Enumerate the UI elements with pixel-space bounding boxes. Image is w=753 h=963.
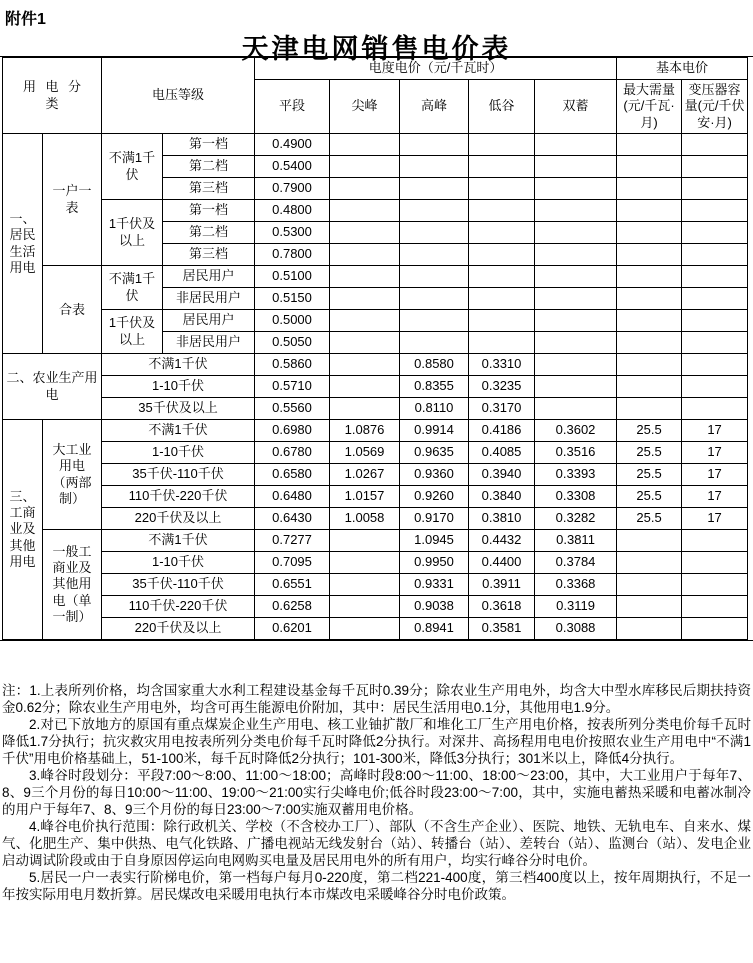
price-cell-dual: 0.3602 xyxy=(535,420,617,442)
empty-cell xyxy=(330,530,400,552)
col-header-voltage-level: 电压等级 xyxy=(102,58,255,134)
empty-cell xyxy=(469,288,535,310)
col-header-peak: 高峰 xyxy=(400,80,469,134)
table-row xyxy=(3,200,748,222)
empty-cell xyxy=(617,244,682,266)
tier-cell: 第三档 xyxy=(163,244,255,266)
price-cell-flat: 0.5100 xyxy=(255,266,330,288)
subsection-label: 一般工商业及其他用电（单一制） xyxy=(52,543,92,624)
price-cell-peak: 0.8941 xyxy=(400,618,469,640)
table-row xyxy=(3,398,748,420)
price-cell-valley: 0.4432 xyxy=(469,530,535,552)
table-row xyxy=(3,354,748,376)
price-cell-flat: 0.7900 xyxy=(255,178,330,200)
price-cell-demand: 25.5 xyxy=(617,442,682,464)
empty-cell xyxy=(617,222,682,244)
empty-cell xyxy=(400,310,469,332)
price-cell-dual: 0.3368 xyxy=(535,574,617,596)
empty-cell xyxy=(617,156,682,178)
empty-cell xyxy=(617,398,682,420)
empty-cell xyxy=(469,200,535,222)
empty-cell xyxy=(535,354,617,376)
price-cell-flat: 0.6551 xyxy=(255,574,330,596)
table-row xyxy=(3,134,748,156)
empty-cell xyxy=(469,332,535,354)
col-header-dual-storage: 双蓄 xyxy=(535,80,617,134)
user-type-cell: 居民用户 xyxy=(163,310,255,332)
price-cell-flat: 0.7277 xyxy=(255,530,330,552)
empty-cell xyxy=(330,398,400,420)
price-cell-flat: 0.7095 xyxy=(255,552,330,574)
empty-cell xyxy=(400,134,469,156)
price-cell-demand: 25.5 xyxy=(617,508,682,530)
empty-cell xyxy=(400,288,469,310)
price-cell-dual: 0.3516 xyxy=(535,442,617,464)
table-bottom-rule xyxy=(0,640,753,641)
empty-cell xyxy=(469,156,535,178)
empty-cell xyxy=(330,354,400,376)
price-cell-flat: 0.5150 xyxy=(255,288,330,310)
meter-cell xyxy=(43,134,102,266)
empty-cell xyxy=(617,530,682,552)
empty-cell xyxy=(330,178,400,200)
col-header-valley: 低谷 xyxy=(469,80,535,134)
price-cell-flat: 0.5860 xyxy=(255,354,330,376)
price-cell-peak: 0.9170 xyxy=(400,508,469,530)
voltage-cell: 35千伏及以上 xyxy=(102,398,255,420)
price-cell-flat: 0.6201 xyxy=(255,618,330,640)
empty-cell xyxy=(469,222,535,244)
tier-cell: 第一档 xyxy=(163,200,255,222)
table-row xyxy=(3,618,748,640)
table-row xyxy=(3,574,748,596)
price-cell-demand: 25.5 xyxy=(617,486,682,508)
empty-cell xyxy=(469,178,535,200)
empty-cell xyxy=(535,310,617,332)
empty-cell xyxy=(682,288,748,310)
empty-cell xyxy=(682,222,748,244)
user-type-cell: 非居民用户 xyxy=(163,288,255,310)
price-cell-dual: 0.3811 xyxy=(535,530,617,552)
table-row xyxy=(3,376,748,398)
price-cell-valley: 0.4400 xyxy=(469,552,535,574)
price-cell-flat: 0.6780 xyxy=(255,442,330,464)
empty-cell xyxy=(682,354,748,376)
table-row xyxy=(3,596,748,618)
subsection-label: 大工业用电（两部制） xyxy=(52,442,92,506)
price-cell-sharp: 1.0267 xyxy=(330,464,400,486)
empty-cell xyxy=(617,288,682,310)
voltage-cell: 不满1千伏 xyxy=(102,266,163,310)
table-row xyxy=(3,464,748,486)
empty-cell xyxy=(535,266,617,288)
note-item: 3.峰谷时段划分：平段7:00～8:00、11:00～18:00；高峰时段8:00～11:00、18:00～23:00，其中，大工业用户于每年7、8、9三个月份的每日10:00～11:00、19:00～21:00实行尖峰电价;低谷时段23:00～7:00，其中，实施电蓄热采暖和电蓄冰制冷的用户于每年7、8、9三个月份的每日23:00～7:00实施双蓄用电价格。 xyxy=(2,768,751,817)
empty-cell xyxy=(330,244,400,266)
price-cell-dual: 0.3784 xyxy=(535,552,617,574)
price-cell-flat: 0.5050 xyxy=(255,332,330,354)
empty-cell xyxy=(617,134,682,156)
empty-cell xyxy=(617,376,682,398)
table-row xyxy=(3,442,748,464)
subsection-cell xyxy=(43,530,102,640)
empty-cell xyxy=(400,156,469,178)
price-cell-dual: 0.3119 xyxy=(535,596,617,618)
empty-cell xyxy=(617,354,682,376)
empty-cell xyxy=(682,376,748,398)
empty-cell xyxy=(469,266,535,288)
price-cell-sharp: 1.0157 xyxy=(330,486,400,508)
price-cell-valley: 0.3170 xyxy=(469,398,535,420)
empty-cell xyxy=(617,266,682,288)
empty-cell xyxy=(330,222,400,244)
tier-cell: 第二档 xyxy=(163,156,255,178)
price-cell-valley: 0.4186 xyxy=(469,420,535,442)
price-cell-valley: 0.3581 xyxy=(469,618,535,640)
empty-cell xyxy=(682,574,748,596)
price-cell-flat: 0.5710 xyxy=(255,376,330,398)
empty-cell xyxy=(617,178,682,200)
price-cell-peak: 0.9635 xyxy=(400,442,469,464)
price-cell-flat: 0.6258 xyxy=(255,596,330,618)
note-item: 5.居民一户一表实行阶梯电价，第一档每户每月0-220度，第二档221-400度，第三档400度以上，按年周期执行，不足一年按实际用电月数折算。居民煤改电采暖用电执行本市煤改电采暖峰谷分时电价政策。 xyxy=(2,870,751,902)
user-type-cell: 非居民用户 xyxy=(163,332,255,354)
meter-label: 合表 xyxy=(58,301,85,317)
price-cell-capacity: 17 xyxy=(682,442,748,464)
price-cell-valley: 0.4085 xyxy=(469,442,535,464)
col-header-transformer: 变压器容量(元/千伏安·月) xyxy=(682,80,748,134)
empty-cell xyxy=(330,574,400,596)
empty-cell xyxy=(330,596,400,618)
empty-cell xyxy=(535,156,617,178)
attachment-label: 附件1 xyxy=(5,11,46,28)
empty-cell xyxy=(682,266,748,288)
price-cell-valley: 0.3940 xyxy=(469,464,535,486)
empty-cell xyxy=(535,134,617,156)
price-cell-flat: 0.4800 xyxy=(255,200,330,222)
price-cell-valley: 0.3235 xyxy=(469,376,535,398)
voltage-cell: 不满1千伏 xyxy=(102,420,255,442)
price-cell-demand: 25.5 xyxy=(617,420,682,442)
price-cell-flat: 0.4900 xyxy=(255,134,330,156)
price-cell-flat: 0.5000 xyxy=(255,310,330,332)
col-header-basic-price-group: 基本电价 xyxy=(617,58,748,80)
price-cell-flat: 0.5300 xyxy=(255,222,330,244)
voltage-cell: 110千伏-220千伏 xyxy=(102,486,255,508)
empty-cell xyxy=(330,552,400,574)
price-cell-flat: 0.7800 xyxy=(255,244,330,266)
empty-cell xyxy=(535,288,617,310)
price-cell-peak: 0.8580 xyxy=(400,354,469,376)
price-cell-sharp: 1.0569 xyxy=(330,442,400,464)
col-header-energy-price-group: 电度电价（元/千瓦时） xyxy=(255,58,617,80)
voltage-cell: 1-10千伏 xyxy=(102,376,255,398)
price-cell-valley: 0.3618 xyxy=(469,596,535,618)
tier-cell: 第三档 xyxy=(163,178,255,200)
price-cell-dual: 0.3088 xyxy=(535,618,617,640)
price-table xyxy=(2,57,748,640)
price-cell-valley: 0.3310 xyxy=(469,354,535,376)
voltage-cell: 不满1千伏 xyxy=(102,530,255,552)
empty-cell xyxy=(535,332,617,354)
voltage-cell: 220千伏及以上 xyxy=(102,508,255,530)
price-cell-dual: 0.3393 xyxy=(535,464,617,486)
empty-cell xyxy=(400,244,469,266)
price-cell-flat: 0.5560 xyxy=(255,398,330,420)
empty-cell xyxy=(682,332,748,354)
voltage-cell: 35千伏-110千伏 xyxy=(102,464,255,486)
col-header-sharp-peak: 尖峰 xyxy=(330,80,400,134)
empty-cell xyxy=(330,134,400,156)
empty-cell xyxy=(535,200,617,222)
empty-cell xyxy=(330,266,400,288)
table-row xyxy=(3,530,748,552)
price-cell-peak: 1.0945 xyxy=(400,530,469,552)
price-cell-flat: 0.6580 xyxy=(255,464,330,486)
price-cell-dual: 0.3308 xyxy=(535,486,617,508)
empty-cell xyxy=(330,332,400,354)
meter-label: 一户一表 xyxy=(52,183,92,215)
empty-cell xyxy=(535,178,617,200)
empty-cell xyxy=(617,596,682,618)
empty-cell xyxy=(682,596,748,618)
tier-cell: 第一档 xyxy=(163,134,255,156)
table-row xyxy=(3,420,748,442)
empty-cell xyxy=(535,222,617,244)
price-cell-peak: 0.9331 xyxy=(400,574,469,596)
notes xyxy=(2,682,751,903)
price-cell-peak: 0.9260 xyxy=(400,486,469,508)
empty-cell xyxy=(469,134,535,156)
empty-cell xyxy=(330,288,400,310)
price-cell-demand: 25.5 xyxy=(617,464,682,486)
price-cell-peak: 0.9038 xyxy=(400,596,469,618)
price-cell-peak: 0.9360 xyxy=(400,464,469,486)
voltage-cell: 110千伏-220千伏 xyxy=(102,596,255,618)
col-header-max-demand: 最大需量(元/千瓦·月) xyxy=(617,80,682,134)
voltage-cell: 1千伏及以上 xyxy=(102,310,163,354)
user-type-cell: 居民用户 xyxy=(163,266,255,288)
empty-cell xyxy=(330,310,400,332)
empty-cell xyxy=(682,398,748,420)
empty-cell xyxy=(682,200,748,222)
price-cell-peak: 0.9950 xyxy=(400,552,469,574)
empty-cell xyxy=(617,574,682,596)
table-row xyxy=(3,58,748,80)
empty-cell xyxy=(682,530,748,552)
empty-cell xyxy=(682,178,748,200)
empty-cell xyxy=(682,244,748,266)
price-cell-peak: 0.8110 xyxy=(400,398,469,420)
empty-cell xyxy=(400,332,469,354)
empty-cell xyxy=(330,618,400,640)
voltage-cell: 1-10千伏 xyxy=(102,442,255,464)
price-cell-capacity: 17 xyxy=(682,508,748,530)
empty-cell xyxy=(535,244,617,266)
table-row xyxy=(3,508,748,530)
empty-cell xyxy=(682,156,748,178)
meter-cell xyxy=(43,266,102,354)
empty-cell xyxy=(330,156,400,178)
empty-cell xyxy=(617,552,682,574)
subsection-cell xyxy=(43,420,102,530)
page-title: 天津电网销售电价表 xyxy=(241,34,512,64)
table-row xyxy=(3,552,748,574)
empty-cell xyxy=(617,618,682,640)
empty-cell xyxy=(400,200,469,222)
empty-cell xyxy=(469,310,535,332)
price-cell-flat: 0.6980 xyxy=(255,420,330,442)
category-label: 一、居民生活用电 xyxy=(9,211,36,275)
empty-cell xyxy=(330,376,400,398)
category-label: 三、工商业及其他用电 xyxy=(9,488,36,569)
tier-cell: 第二档 xyxy=(163,222,255,244)
price-cell-sharp: 1.0876 xyxy=(330,420,400,442)
voltage-cell: 1-10千伏 xyxy=(102,552,255,574)
price-cell-flat: 0.6430 xyxy=(255,508,330,530)
price-cell-dual: 0.3282 xyxy=(535,508,617,530)
voltage-cell: 220千伏及以上 xyxy=(102,618,255,640)
price-cell-capacity: 17 xyxy=(682,486,748,508)
price-cell-sharp: 1.0058 xyxy=(330,508,400,530)
price-cell-flat: 0.5400 xyxy=(255,156,330,178)
price-cell-flat: 0.6480 xyxy=(255,486,330,508)
empty-cell xyxy=(400,266,469,288)
price-cell-valley: 0.3810 xyxy=(469,508,535,530)
col-header-usage-category xyxy=(3,58,102,134)
empty-cell xyxy=(535,398,617,420)
empty-cell xyxy=(617,200,682,222)
price-cell-peak: 0.9914 xyxy=(400,420,469,442)
empty-cell xyxy=(682,618,748,640)
empty-cell xyxy=(400,178,469,200)
empty-cell xyxy=(535,376,617,398)
table-row xyxy=(3,266,748,288)
empty-cell xyxy=(682,552,748,574)
empty-cell xyxy=(400,222,469,244)
voltage-cell: 35千伏-110千伏 xyxy=(102,574,255,596)
note-item: 注：1.上表所列价格，均含国家重大水利工程建设基金每千瓦时0.39分；除农业生产用电外，均含大中型水库移民后期扶持资金0.62分；除农业生产用电外，均含可再生能源电价附加，其中：居民生活用电0.1分，其他用电1.9分。 xyxy=(2,683,751,715)
empty-cell xyxy=(682,134,748,156)
price-cell-peak: 0.8355 xyxy=(400,376,469,398)
empty-cell xyxy=(617,310,682,332)
col-header-flat: 平段 xyxy=(255,80,330,134)
col-header-usage-category-label: 用 电 分 类 xyxy=(23,79,81,111)
voltage-cell: 不满1千伏 xyxy=(102,134,163,200)
note-item: 2.对已下放地方的原国有重点煤炭企业生产用电、核工业铀扩散厂和堆化工厂生产用电价格，按表所列分类电价每千瓦时降低1.7分执行；抗灾救灾用电按表所列分类电价每千瓦时降低2分执行。对深井、高扬程用电电价按照农业生产用电中“不满1千伏”用电价格基础上，51-100米，每千瓦时降低2分执行；101-300米，降低3分执行；301米以上，降低4分执行。 xyxy=(2,717,751,766)
table-row xyxy=(3,310,748,332)
voltage-cell: 不满1千伏 xyxy=(102,354,255,376)
price-cell-capacity: 17 xyxy=(682,420,748,442)
empty-cell xyxy=(469,244,535,266)
price-cell-valley: 0.3840 xyxy=(469,486,535,508)
note-item: 4.峰谷电价执行范围：除行政机关、学校（不含校办工厂）、部队（不含生产企业）、医院、地铁、无轨电车、自来水、煤气、化肥生产、集中供热、电气化铁路、广播电视站无线发射台（站）、转播台（站）、差转台（站）、监测台（站）、发电企业启动调试阶段或由于自身原因停运向电网购买电量及居民用电外的所有用户，均实行峰谷分时电价。 xyxy=(2,819,751,868)
category-cell-agriculture: 二、农业生产用电 xyxy=(3,354,102,420)
category-cell-industry xyxy=(3,420,43,640)
empty-cell xyxy=(330,200,400,222)
category-cell-residential xyxy=(3,134,43,354)
empty-cell xyxy=(682,310,748,332)
empty-cell xyxy=(617,332,682,354)
voltage-cell: 1千伏及以上 xyxy=(102,200,163,266)
table-row xyxy=(3,486,748,508)
price-cell-valley: 0.3911 xyxy=(469,574,535,596)
price-cell-capacity: 17 xyxy=(682,464,748,486)
